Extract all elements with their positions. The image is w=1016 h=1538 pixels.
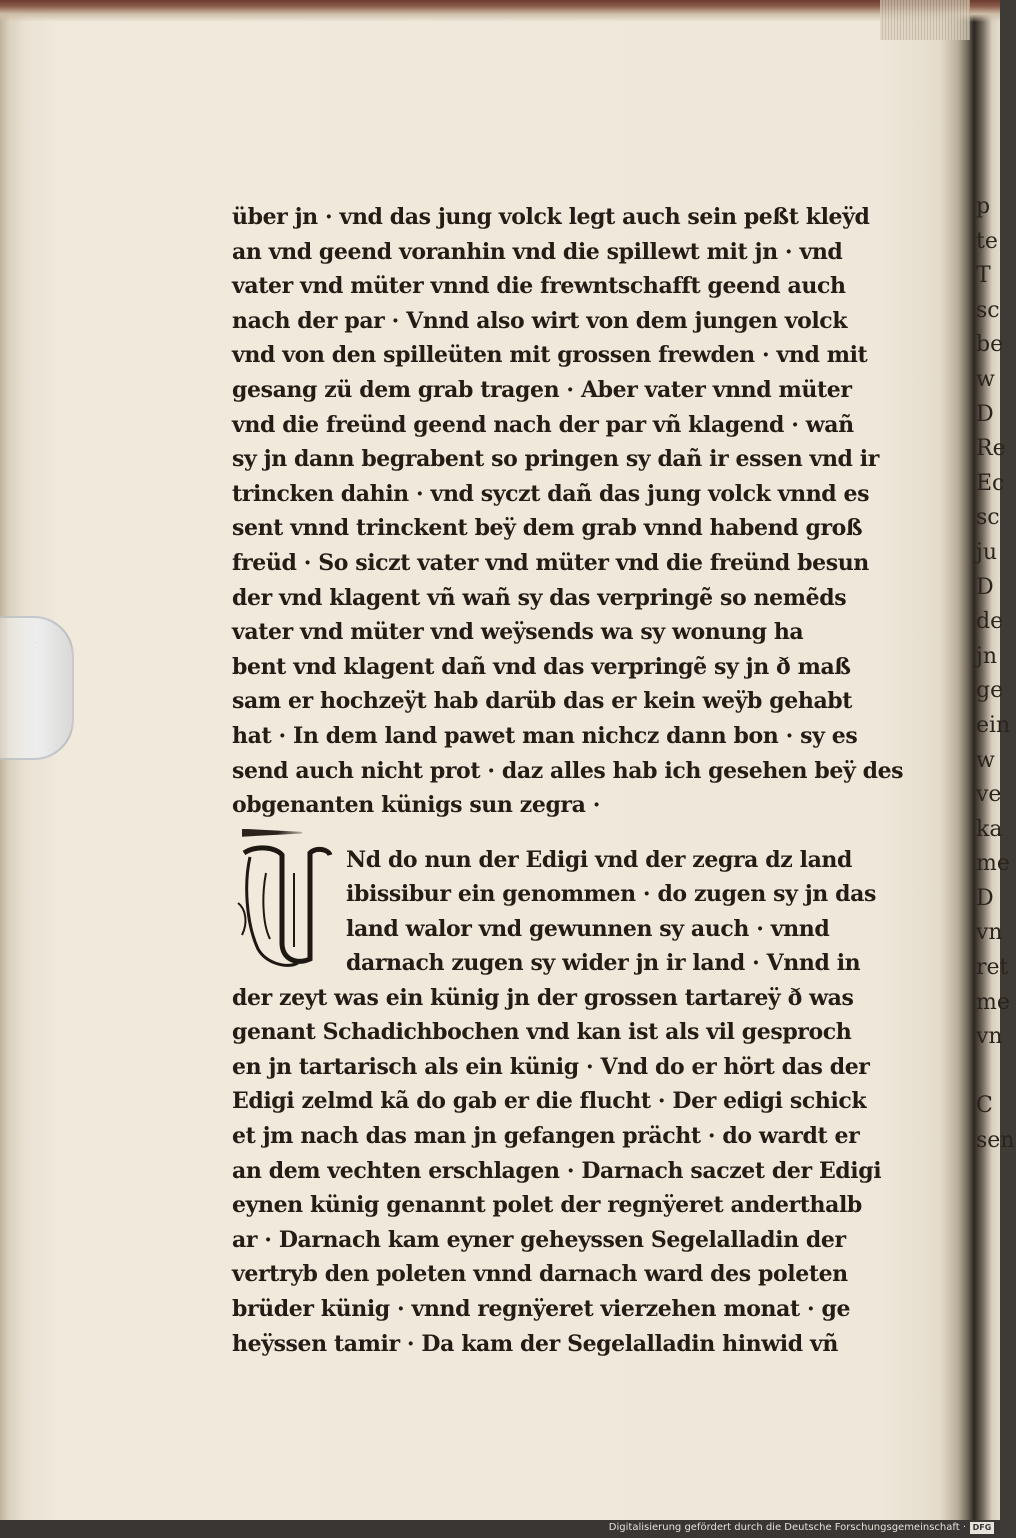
page-clip — [0, 616, 74, 760]
footer-credit: Digitalisierung gefördert durch die Deutsche Forschungsgemeinschaft · — [608, 1522, 966, 1533]
text-line: be — [976, 332, 1004, 358]
text-line: obgenanten künigs sun zegra · — [232, 792, 600, 819]
text-paragraph-1 — [232, 200, 904, 823]
text-line: D — [976, 885, 994, 911]
text-line: sc — [976, 505, 1000, 531]
text-line: bent vnd klagent dañ vnd das verpringẽ sy jn ð maß — [232, 653, 851, 680]
text-line: Re — [976, 436, 1006, 462]
text-line: ibissibur ein genommen · do zugen sy jn das — [346, 881, 876, 908]
text-line: an dem vechten erschlagen · Darnach saczet der Edigi — [232, 1157, 882, 1184]
text-line: sc — [976, 297, 1000, 323]
text-line: heÿssen tamir · Da kam der Segelalladin hinwid vñ — [232, 1330, 838, 1357]
text-line: sam er hochzeÿt hab darüb das er kein weÿb gehabt — [232, 688, 853, 715]
text-line: T — [976, 263, 991, 289]
text-paragraph-2 — [232, 981, 882, 1362]
initial-paragraph-lines — [346, 843, 882, 981]
text-line: w — [976, 747, 995, 773]
facing-page-fragment — [976, 190, 1016, 1154]
text-line: an vnd geend voranhin vnd die spillewt mit jn · vnd — [232, 238, 843, 265]
text-line: ge — [976, 678, 1004, 704]
text-line: land walor vnd gewunnen sy auch · vnnd — [346, 915, 830, 942]
text-line: der vnd klagent vñ wañ sy das verpringẽ so nemẽds — [232, 584, 847, 611]
dfg-logo: DFG — [970, 1522, 994, 1534]
book-top-edge — [0, 0, 1000, 22]
text-line: en jn tartarisch als ein künig · Vnd do er hört das der — [232, 1053, 870, 1080]
text-line: Edigi zelmd kã do gab er die flucht · Der edigi schick — [232, 1088, 867, 1115]
fore-edge — [880, 0, 970, 40]
text-line: ka — [976, 816, 1003, 842]
text-line: et jm nach das man jn gefangen prächt · do wardt er — [232, 1123, 860, 1150]
text-line: Ec — [976, 470, 1005, 496]
text-line: ju — [976, 539, 997, 565]
text-line: darnach zugen sy wider jn ir land · Vnnd in — [346, 950, 861, 977]
text-line: eynen künig genannt polet der regnÿeret anderthalb — [232, 1192, 862, 1219]
text-line: sen — [976, 1128, 1015, 1154]
book-gutter — [0, 0, 26, 1538]
text-line: ve — [976, 782, 1002, 808]
text-line: w — [976, 366, 995, 392]
text-line: ein — [976, 712, 1011, 738]
text-line: de — [976, 609, 1004, 635]
text-line: vnd die freünd geend nach der par vñ klagend · wañ — [232, 411, 854, 438]
text-line: ret — [976, 955, 1009, 981]
text-line: vnd von den spilleüten mit grossen frewden · vnd mit — [232, 342, 868, 369]
text-line: sent vnnd trinckent beÿ dem grab vnnd habend groß — [232, 515, 863, 542]
text-line — [976, 1055, 1016, 1090]
initial-letter: V — [36, 642, 37, 644]
text-line: vertryb den poleten vnnd darnach ward des poleten — [232, 1261, 848, 1288]
text-line: Nd do nun der Edigi vnd der zegra dz land — [346, 846, 853, 873]
text-line: send auch nicht prot · daz alles hab ich gesehen beÿ des — [232, 757, 904, 784]
text-line: freüd · So siczt vater vnd müter vnd die freünd besun — [232, 549, 869, 576]
text-line: me — [976, 989, 1010, 1015]
text-line: der zeyt was ein künig jn der grossen tartareÿ ð was — [232, 984, 854, 1011]
text-line: hat · In dem land pawet man nichcz dann bon · sy es — [232, 722, 858, 749]
text-line: ar · Darnach kam eyner geheyssen Segelalladin der — [232, 1226, 846, 1253]
text-line: me — [976, 851, 1010, 877]
text-line: vn — [976, 920, 1003, 946]
text-line: p — [976, 194, 991, 219]
decorated-initial — [36, 642, 334, 971]
text-line: über jn · vnd das jung volck legt auch sein peßt kleÿd — [232, 204, 870, 230]
text-line: vater vnd müter vnd weÿsends wa sy wonung ha — [232, 619, 804, 646]
text-line: C — [976, 1093, 993, 1119]
text-line: sy jn dann begrabent so pringen sy dañ ir essen vnd ir — [232, 446, 879, 473]
text-line: D — [976, 574, 994, 600]
text-line: te — [976, 228, 998, 254]
text-line: D — [976, 401, 994, 427]
main-text-block — [36, 200, 904, 1361]
text-line: nach der par · Vnnd also wirt von dem jungen volck — [232, 307, 848, 334]
text-line: genant Schadichbochen vnd kan ist als vil gesproch — [232, 1019, 852, 1046]
text-line: vn — [976, 1024, 1003, 1050]
text-line: jn — [976, 643, 997, 669]
text-line: gesang zü dem grab tragen · Aber vater vnnd müter — [232, 376, 852, 403]
text-line: vater vnd müter vnnd die frewntschafft geend auch — [232, 273, 846, 300]
text-line: trincken dahin · vnd syczt dañ das jung volck vnnd es — [232, 480, 870, 507]
line-filler-ornament — [232, 823, 882, 843]
text-line: brüder künig · vnnd regnÿeret vierzehen monat · ge — [232, 1296, 851, 1323]
